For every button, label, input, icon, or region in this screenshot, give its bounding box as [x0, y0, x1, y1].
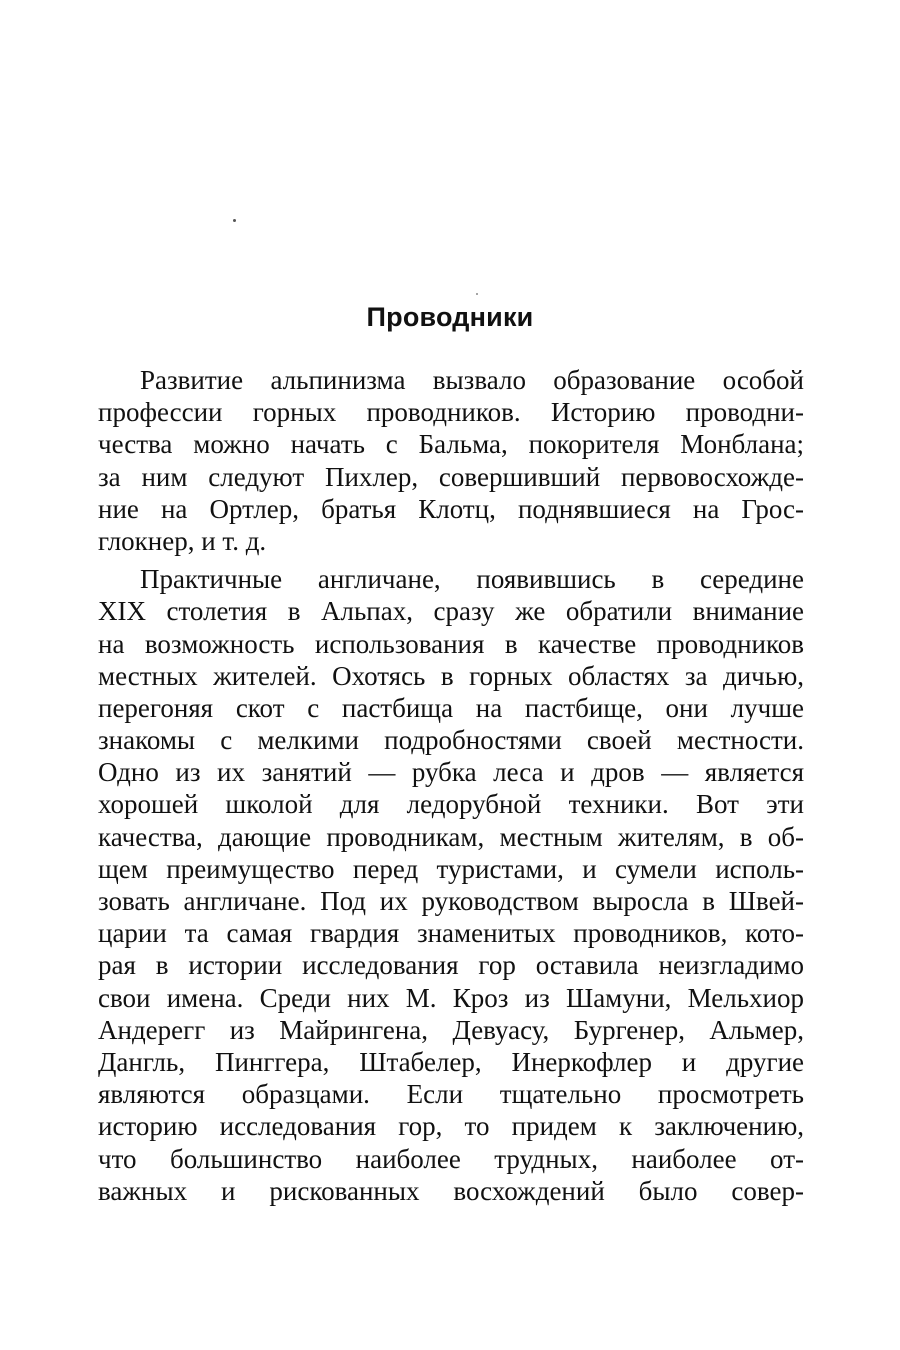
text-line: Практичные англичане, появившись в середине	[140, 564, 804, 595]
text-line: рая в истории исследования гор оставила неизгладимо	[98, 950, 804, 981]
text-line: важных и рискованных восхождений было совер-	[98, 1175, 804, 1206]
paragraph	[98, 563, 804, 1207]
paragraph	[98, 364, 804, 557]
text-line: хорошей школой для ледорубной техники. Вот эти	[98, 789, 804, 820]
text-line: на возможность использования в качестве проводников	[98, 628, 804, 659]
text-line: зовать англичане. Под их руководством выросла в Швей-	[98, 886, 804, 916]
text-line: перегоняя скот с пастбища на пастбище, они лучше	[98, 692, 804, 723]
text-line: что большинство наиболее трудных, наиболее от-	[98, 1143, 804, 1174]
text-line: чества можно начать с Бальма, покорителя Монблана;	[98, 429, 804, 460]
text-line: профессии горных проводников. Историю проводни-	[98, 397, 804, 428]
text-line: свои имена. Среди них М. Кроз из Шамуни, Мельхиор	[98, 982, 804, 1013]
text-line: историю исследования гор, то придем к заключению,	[98, 1111, 804, 1142]
print-speck	[476, 293, 478, 295]
print-speck	[233, 219, 236, 222]
section-heading: Проводники	[366, 302, 534, 332]
text-line: XIX столетия в Альпах, сразу же обратили внимание	[98, 596, 804, 627]
text-line: Одно из их занятий — рубка леса и дров — является	[98, 757, 804, 788]
text-line: царии та самая гвардия знаменитых проводников, кото-	[98, 918, 804, 949]
text-line: за ним следуют Пихлер, совершивший первовосхожде-	[98, 461, 804, 492]
text-line: являются образцами. Если тщательно просмотреть	[98, 1079, 804, 1110]
text-line: качества, дающие проводникам, местным жителям, в об-	[98, 821, 804, 852]
text-line: Развитие альпинизма вызвало образование особой	[140, 365, 804, 395]
text-line: местных жителей. Охотясь в горных областях за дичью,	[98, 660, 804, 691]
text-line: щем преимущество перед туристами, и сумели исполь-	[98, 853, 804, 884]
text-line: ние на Ортлер, братья Клотц, поднявшиеся на Грос-	[98, 493, 804, 524]
text-line: знакомы с мелкими подробностями своей местности.	[98, 725, 804, 756]
text-line: Андерегг из Майрингена, Девуасу, Бургенер, Альмер,	[98, 1014, 804, 1045]
body-text	[98, 364, 804, 1207]
text-line: глокнер, и т. д.	[98, 525, 267, 556]
text-line: Дангль, Пинггера, Штабелер, Инеркофлер и другие	[98, 1046, 804, 1077]
